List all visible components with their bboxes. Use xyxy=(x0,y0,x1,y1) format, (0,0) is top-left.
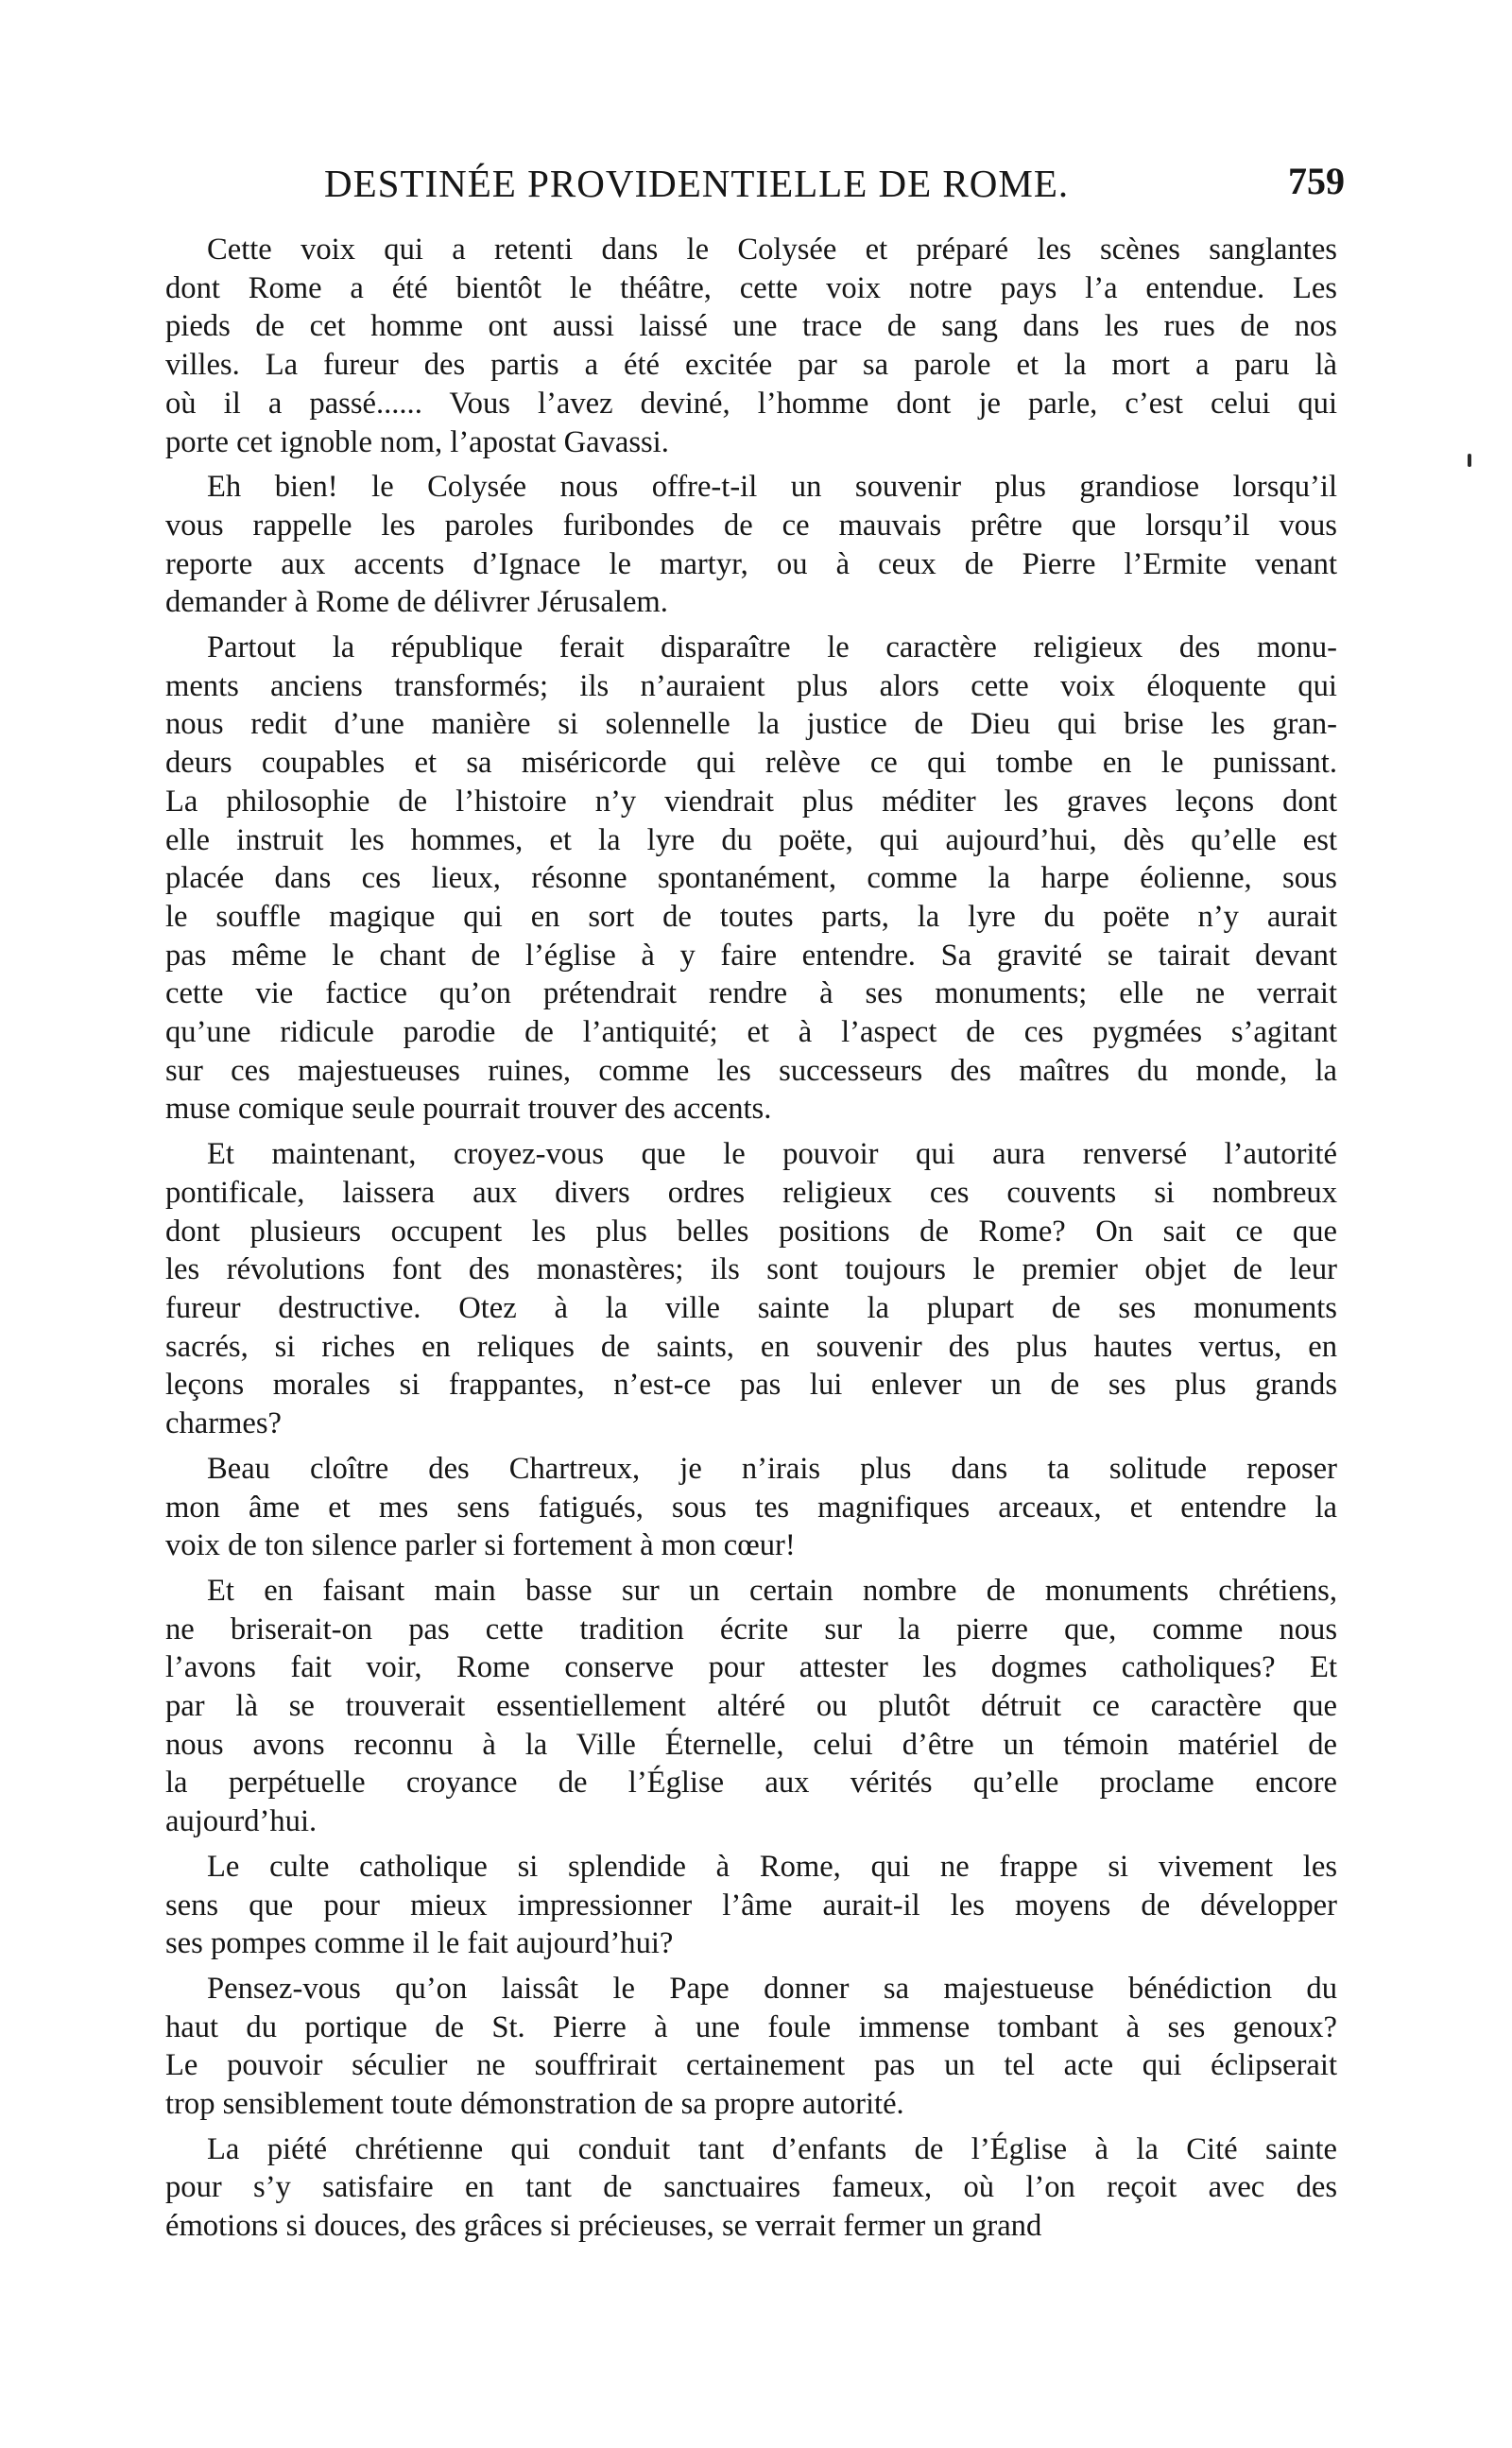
paragraph xyxy=(165,1970,1337,2124)
text-line: le souffle magique qui en sort de toutes parts, la lyre du poëte n’y aurait xyxy=(165,899,1337,934)
text-line: leçons morales si frappantes, n’est-ce pas lui enlever un de ses plus grands xyxy=(165,1368,1337,1403)
text-line: demander à Rome de délivrer Jérusalem. xyxy=(165,585,668,620)
text-line: Et maintenant, croyez-vous que le pouvoir qui aura renversé l’autorité xyxy=(207,1137,1337,1172)
text-line: Pensez-vous qu’on laissât le Pape donner sa majestueuse bénédiction du xyxy=(207,1971,1337,2006)
paragraph xyxy=(165,629,1337,1129)
paragraph xyxy=(165,1848,1337,1963)
running-header xyxy=(165,160,1345,217)
text-line: aujourd’hui. xyxy=(165,1804,318,1839)
text-line: nous avons reconnu à la Ville Éternelle, celui d’être un témoin matériel de xyxy=(165,1727,1337,1762)
text-line: villes. La fureur des partis a été excitée par sa parole et la mort a paru là xyxy=(165,348,1337,383)
text-line: Beau cloître des Chartreux, je n’irais plus dans ta solitude reposer xyxy=(207,1451,1337,1486)
paragraph xyxy=(165,1450,1337,1565)
paragraph xyxy=(165,1135,1337,1443)
text-line: La philosophie de l’histoire n’y viendrait plus méditer les graves leçons dont xyxy=(165,784,1337,819)
text-line: haut du portique de St. Pierre à une foule immense tombant à ses genoux? xyxy=(165,2009,1337,2044)
text-line: elle instruit les hommes, et la lyre du poëte, qui aujourd’hui, dès qu’elle est xyxy=(165,822,1337,857)
text-line: porte cet ignoble nom, l’apostat Gavassi. xyxy=(165,424,669,459)
text-line: dont plusieurs occupent les plus belles positions de Rome? On sait ce que xyxy=(165,1214,1337,1249)
paragraph xyxy=(165,231,1337,461)
text-line: placée dans ces lieux, résonne spontanément, comme la harpe éolienne, sous xyxy=(165,861,1337,896)
text-line: La piété chrétienne qui conduit tant d’enfants de l’Église à la Cité sainte xyxy=(207,2131,1337,2166)
text-line: dont Rome a été bientôt le théâtre, cette voix notre pays l’a entendue. Les xyxy=(165,270,1337,305)
text-line: voix de ton silence parler si fortement à mon cœur! xyxy=(165,1528,796,1563)
text-line: cette vie factice qu’on prétendrait rendre à ses monuments; elle ne verrait xyxy=(165,976,1337,1011)
text-line: sacrés, si riches en reliques de saints, en souvenir des plus hautes vertus, en xyxy=(165,1329,1337,1364)
text-line: trop sensiblement toute démonstration de sa propre autorité. xyxy=(165,2087,904,2122)
text-line: ments anciens transformés; ils n’auraient plus alors cette voix éloquente qui xyxy=(165,668,1337,703)
text-line: les révolutions font des monastères; ils sont toujours le premier objet de leur xyxy=(165,1252,1337,1287)
text-line: où il a passé...... Vous l’avez deviné, l’homme dont je parle, c’est celui qui xyxy=(165,386,1337,421)
book-page xyxy=(165,160,1345,2246)
text-line: Partout la république ferait disparaître le caractère religieux des monu- xyxy=(207,630,1337,665)
text-line: la perpétuelle croyance de l’Église aux vérités qu’elle proclame encore xyxy=(165,1766,1337,1801)
text-line: pour s’y satisfaire en tant de sanctuaires fameux, où l’on reçoit avec des xyxy=(165,2170,1337,2205)
text-line: fureur destructive. Otez à la ville sainte la plupart de ses monuments xyxy=(165,1290,1337,1325)
text-line: l’avons fait voir, Rome conserve pour attester les dogmes catholiques? Et xyxy=(165,1650,1337,1685)
text-line: deurs coupables et sa miséricorde qui relève ce qui tombe en le punissant. xyxy=(165,746,1337,781)
text-line: sur ces majestueuses ruines, comme les successeurs des maîtres du monde, la xyxy=(165,1053,1337,1088)
text-line: pas même le chant de l’église à y faire entendre. Sa gravité se tairait devant xyxy=(165,938,1337,973)
text-line: mon âme et mes sens fatigués, sous tes magnifiques arceaux, et entendre la xyxy=(165,1490,1337,1525)
page-number: 759 xyxy=(1288,160,1345,202)
text-line: sens que pour mieux impressionner l’âme aurait-il les moyens de développer xyxy=(165,1888,1337,1922)
text-line: muse comique seule pourrait trouver des accents. xyxy=(165,1092,772,1127)
text-line: Cette voix qui a retenti dans le Colysée et préparé les scènes sanglantes xyxy=(207,233,1337,267)
text-line: Eh bien! le Colysée nous offre-t-il un souvenir plus grandiose lorsqu’il xyxy=(207,470,1337,505)
text-line: Le pouvoir séculier ne souffrirait certainement pas un tel acte qui éclipserait xyxy=(165,2048,1337,2083)
text-line: reporte aux accents d’Ignace le martyr, ou à ceux de Pierre l’Ermite venant xyxy=(165,546,1337,581)
text-line: nous redit d’une manière si solennelle la justice de Dieu qui brise les gran- xyxy=(165,707,1337,742)
text-line: émotions si douces, des grâces si précieuses, se verrait fermer un grand xyxy=(165,2209,1042,2244)
text-line: Le culte catholique si splendide à Rome, qui ne frappe si vivement les xyxy=(207,1849,1337,1884)
paragraph xyxy=(165,468,1337,622)
text-line: qu’une ridicule parodie de l’antiquité; et à l’aspect de ces pygmées s’agitant xyxy=(165,1015,1337,1050)
paragraph xyxy=(165,1572,1337,1841)
text-line: charmes? xyxy=(165,1406,282,1441)
paragraph xyxy=(165,2130,1337,2246)
body-text xyxy=(165,231,1337,2246)
text-line: vous rappelle les paroles furibondes de ce mauvais prêtre que lorsqu’il vous xyxy=(165,508,1337,543)
text-line: pontificale, laissera aux divers ordres religieux ces couvents si nombreux xyxy=(165,1175,1337,1210)
margin-mark xyxy=(1468,454,1471,467)
text-line: par là se trouverait essentiellement altéré ou plutôt détruit ce caractère que xyxy=(165,1689,1337,1724)
text-line: ses pompes comme il le fait aujourd’hui? xyxy=(165,1926,674,1961)
text-line: pieds de cet homme ont aussi laissé une trace de sang dans les rues de nos xyxy=(165,309,1337,344)
text-line: Et en faisant main basse sur un certain nombre de monuments chrétiens, xyxy=(207,1573,1337,1608)
text-line: ne briserait-on pas cette tradition écrite sur la pierre que, comme nous xyxy=(165,1612,1337,1646)
running-title: DESTINÉE PROVIDENTIELLE DE ROME. xyxy=(324,162,1070,205)
